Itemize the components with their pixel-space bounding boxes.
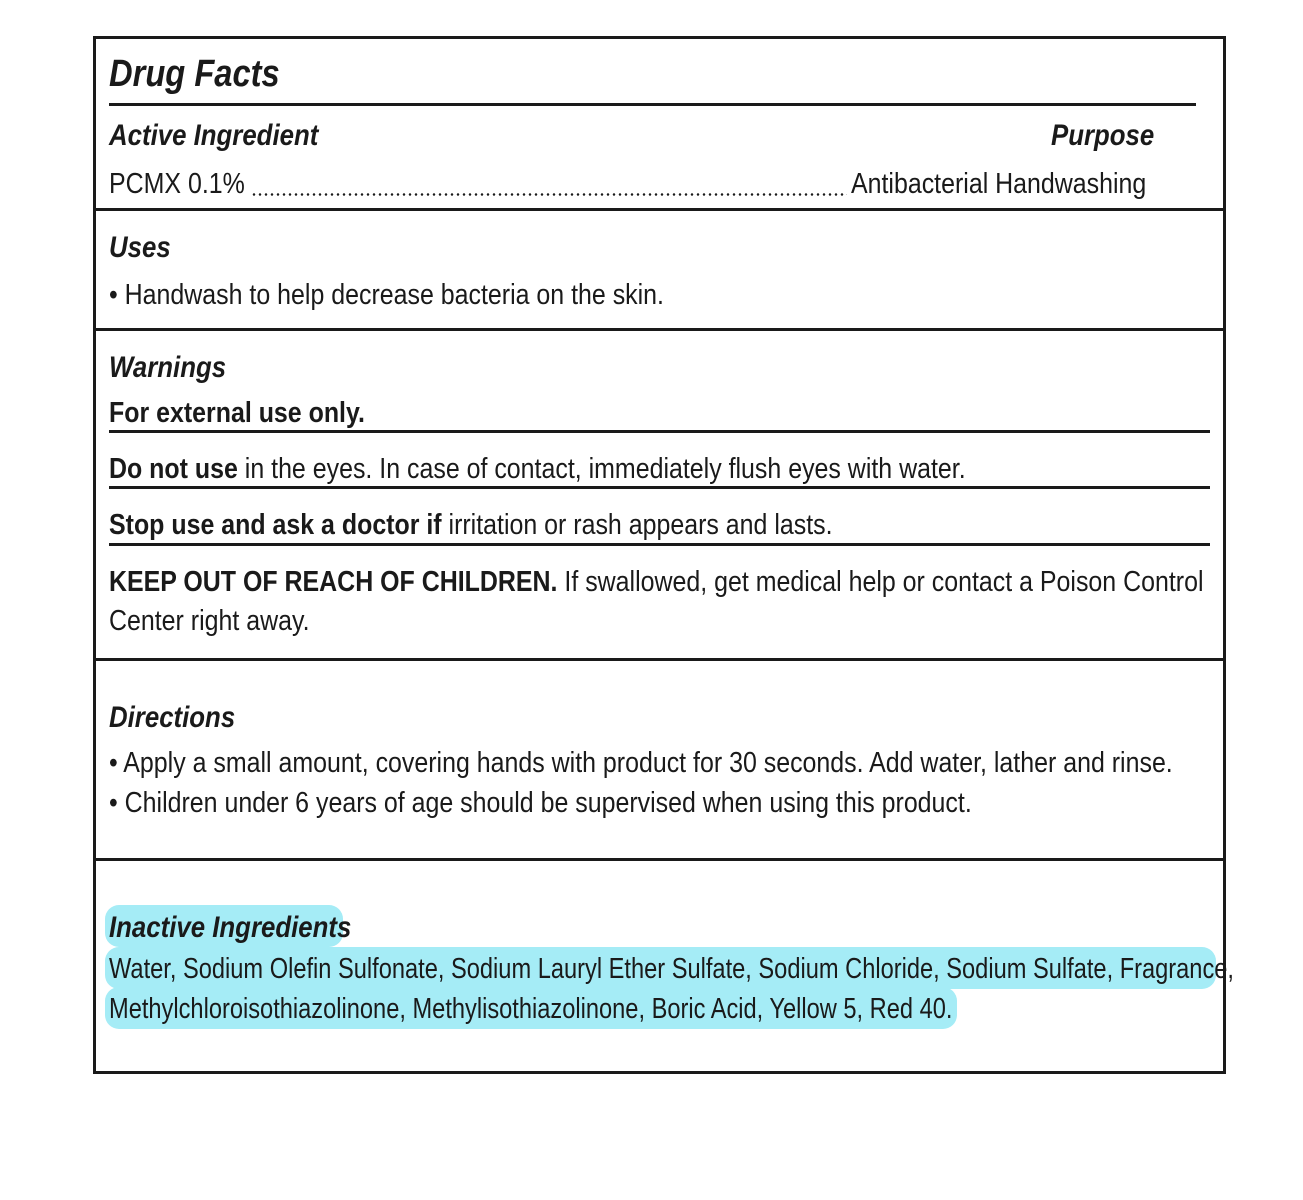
stop-use-text: irritation or rash appears and lasts.	[441, 509, 833, 541]
dot-leader	[251, 193, 847, 196]
keep-out-bold: KEEP OUT OF REACH OF CHILDREN.	[109, 566, 558, 598]
stop-use-bold: Stop use and ask a doctor if	[109, 509, 442, 541]
inactive-ingredients-section	[96, 861, 1234, 1071]
uses-item: • Handwash to help decrease bacteria on the skin.	[109, 279, 664, 311]
keep-out-line-1	[109, 568, 1203, 597]
inactive-ingredients-line-2: Methylchloroisothiazolinone, Methylisothiazolinone, Boric Acid, Yellow 5, Red 40.	[109, 993, 953, 1025]
do-not-use-text: in the eyes. In case of contact, immediately flush eyes with water.	[237, 453, 966, 485]
directions-section	[96, 661, 1223, 861]
directions-item-1: • Apply a small amount, covering hands with product for 30 seconds. Add water, lather and rinse.	[109, 747, 1173, 779]
active-ingredient-heading: Active Ingredient	[109, 119, 319, 152]
active-ingredient-section	[96, 39, 1223, 211]
external-use-text: For external use only.	[109, 397, 365, 429]
directions-item-2: • Children under 6 years of age should be supervised when using this product.	[109, 787, 972, 819]
do-not-use-bold: Do not use	[109, 453, 238, 485]
inactive-ingredients-line-1: Water, Sodium Olefin Sulfonate, Sodium Lauryl Ether Sulfate, Sodium Chloride, Sodium Sulfate, Fragrance,	[109, 953, 1234, 985]
warnings-rule-1	[109, 430, 1210, 433]
stop-use-line	[109, 511, 833, 540]
warnings-heading: Warnings	[109, 351, 227, 384]
warnings-rule-2	[109, 486, 1210, 489]
keep-out-text-1: If swallowed, get medical help or contact a Poison Control	[557, 566, 1204, 598]
inactive-ingredients-heading: Inactive Ingredients	[109, 911, 352, 944]
warnings-section	[96, 331, 1223, 661]
keep-out-line-2: Center right away.	[109, 605, 310, 637]
drug-facts-label	[93, 36, 1234, 1074]
drug-facts-title: Drug Facts	[109, 53, 280, 95]
warnings-rule-3	[109, 543, 1210, 546]
active-ingredient-name: PCMX 0.1%	[109, 168, 245, 200]
uses-section	[96, 211, 1223, 331]
active-ingredient-purpose: Antibacterial Handwashing	[851, 168, 1147, 200]
uses-heading: Uses	[109, 231, 171, 264]
purpose-heading: Purpose	[1051, 119, 1155, 152]
do-not-use-line	[109, 455, 966, 484]
title-rule	[109, 103, 1196, 106]
directions-heading: Directions	[109, 701, 236, 734]
